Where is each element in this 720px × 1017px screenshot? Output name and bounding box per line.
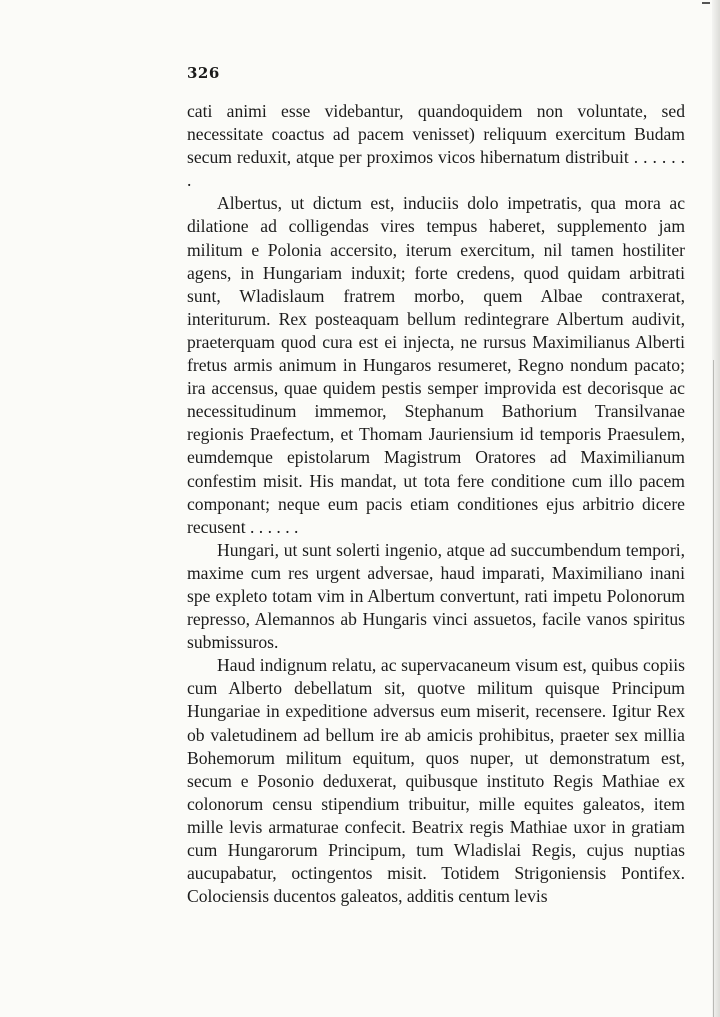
paragraph-4: Haud indignum relatu, ac supervacaneum visum est, quibus copiis cum Alberto debellatum sit, quotve militum quisque Principum Hungariae in expeditione adversus eum miserit, recensere. Igitur Rex ob valetudinem ad bellum ire ab amicis prohibitus, praeter sex millia Bohemorum militum equitum, quos nuper, ut demonstratum est, secum e Posonio deduxerat, quibusque instituto Regis Mathiae ex colonorum censu stipendium tribuitur, mille equites galeatos, item mille levis armaturae confecit. Beatrix regis Mathiae uxor in gratiam cum Hungarorum Principum, tum Wladislai Regis, cujus nuptias aucupabatur, octingentos misit. Totidem Strigoniensis Pontifex. Colociensis ducentos galeatos, additis centum levis	[187, 655, 685, 907]
paragraph-3: Hungari, ut sunt solerti ingenio, atque ad succumbendum tempori, maxime cum res urgent adversae, haud imparati, Maximiliano inani spe expleto totam vim in Albertum convertunt, rati impetu Polonorum represso, Alemannos ab Hungaris vinci assuetos, facile vanos spiritus submissuros.	[187, 539, 685, 653]
binding-shadow-line	[713, 360, 714, 1017]
corner-mark	[702, 2, 710, 4]
paragraph-2: Albertus, ut dictum est, induciis dolo impetratis, qua mora ac dilatione ad colligendas vires tempus haberet, supplemento jam militum e Polonia accersito, iterum exercitum, nil tamen hostiliter agens, in Hungariam induxit; forte credens, quod quidam arbitrati sunt, Wladislaum fratrem morbo, quem Albae contraxerat, interiturum. Rex posteaquam bellum redintegrare Albertum audivit, praeterquam quod cura est ei injecta, ne rursus Maximilianus Alberti fretus armis animum in Hungaros resumeret, Regno nondum pacato; ira accensus, quae quidem pestis semper improvida est decorisque ac necessitudinum immemor, Stephanum Bathorium Transilvanae regionis Praefectum, et Thomam Jauriensium id temporis Praesulem, eumdemque epistolarum Magistrum Oratores ad Maximilianum confestim misit. His mandat, ut tota fere conditione cum illo pacem componant; neque eum pacis etiam conditiones ejus arbitrio dicere recusent . . . . . .	[187, 193, 685, 537]
paragraph-1: cati animi esse videbantur, quandoquidem non voluntate, sed necessitate coactus ad pacem venisset) reliquum exercitum Budam secum reduxit, atque per proximos vicos hibernatum distribuit . . . . . . .	[187, 101, 685, 191]
body-text	[187, 100, 685, 908]
page-number: 326	[187, 64, 220, 82]
